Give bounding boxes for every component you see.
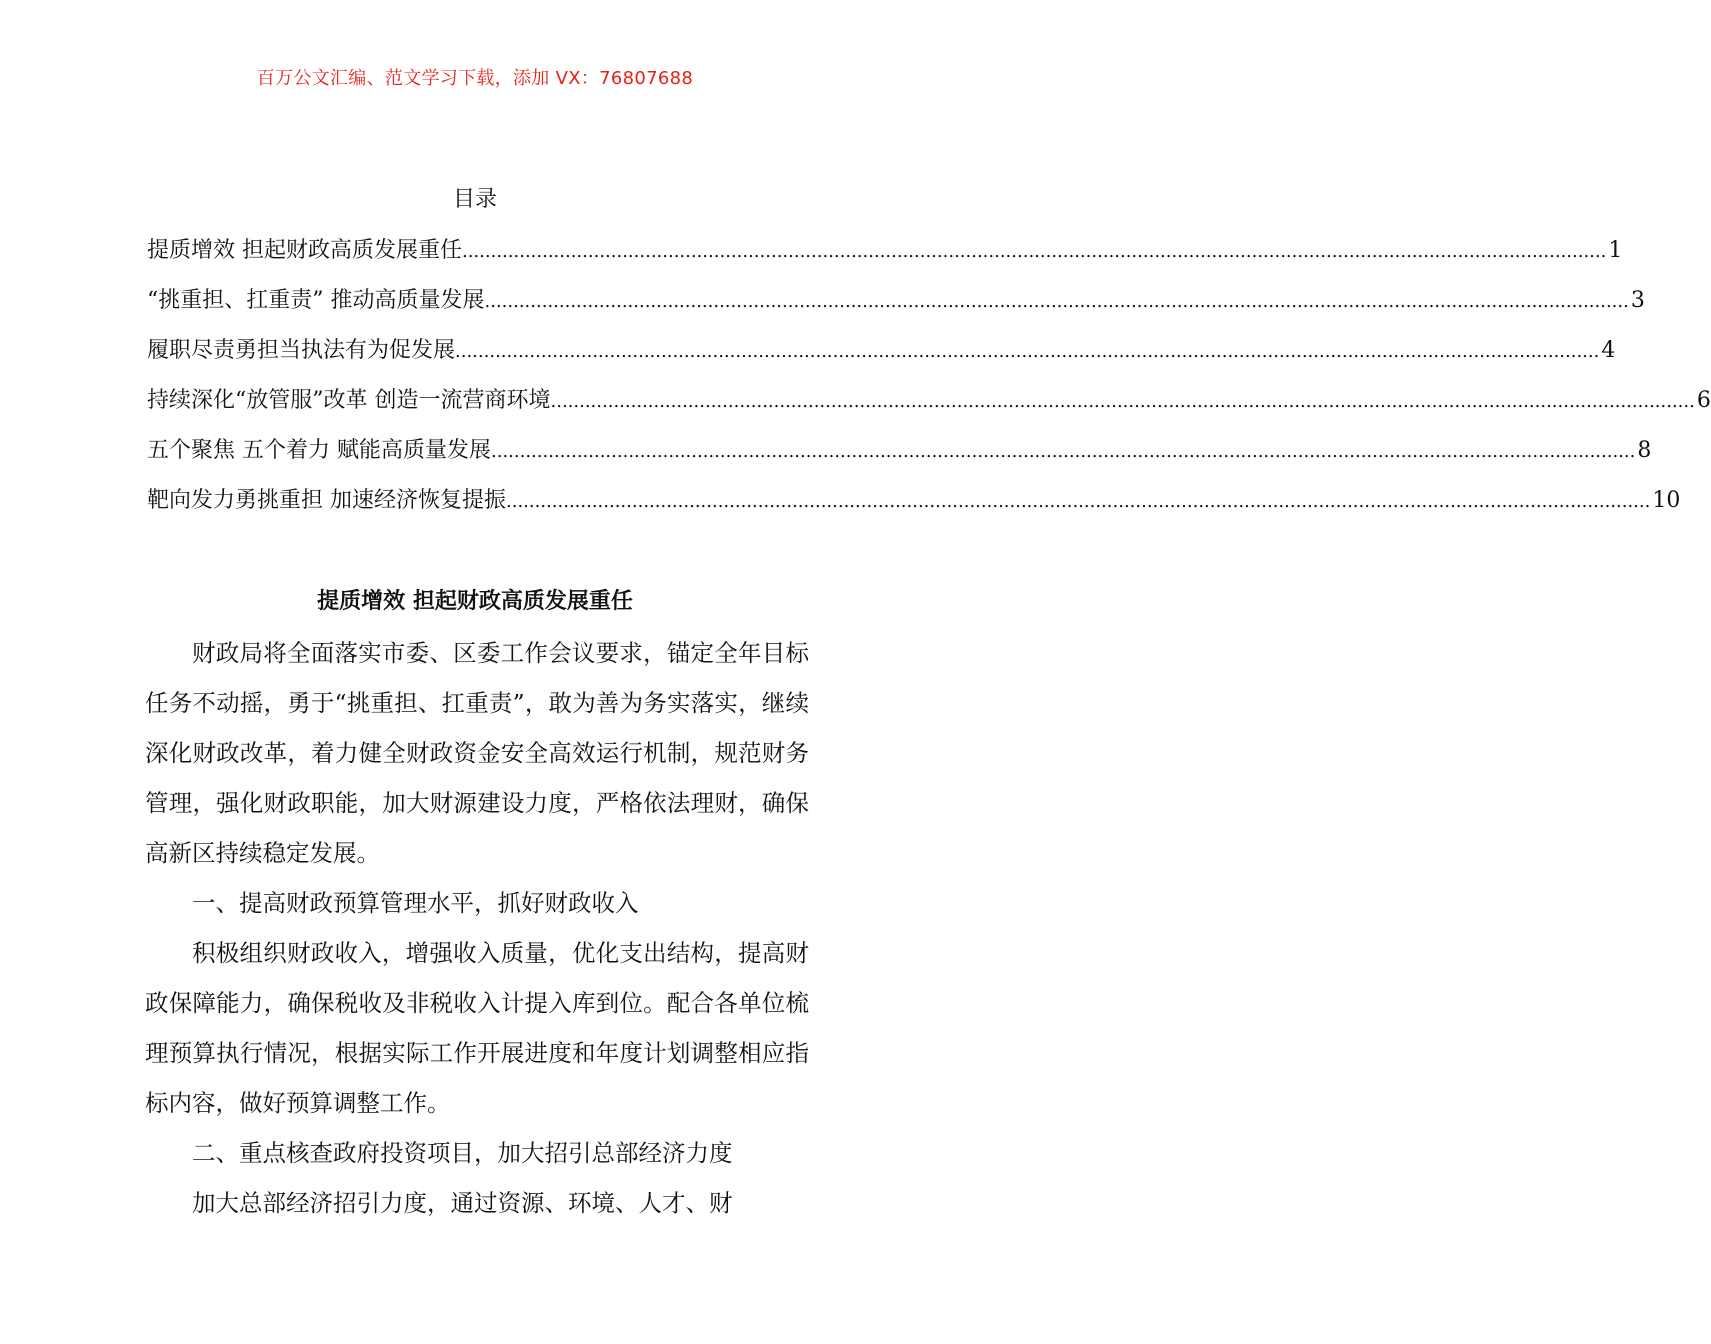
toc-entry[interactable]: [147, 478, 1681, 528]
toc-entry-page: 4: [1601, 338, 1616, 363]
body-paragraph: 积极组织财政收入，增强收入质量，优化支出结构，提高财政保障能力，确保税收及非税收入计提入库到位。配合各单位梳理预算执行情况，根据实际工作开展进度和年度计划调整相应指标内容，做好预算调整工作。: [145, 939, 809, 1117]
toc-leader-dots: ........................................................................................................................................................................................................: [506, 491, 1651, 512]
toc-entry-title: 持续深化“放管服”改革 创造一流营商环境: [147, 388, 551, 413]
toc-leader-dots: ........................................................................................................................................................................................................: [484, 291, 1629, 312]
toc-entry-title: “挑重担、扛重责” 推动高质量发展: [147, 288, 485, 313]
table-of-contents: [147, 228, 1711, 528]
body-paragraph: 加大总部经济招引力度，通过资源、环境、人才、财: [192, 1189, 733, 1217]
toc-entry[interactable]: [147, 378, 1711, 428]
toc-entry-page: 1: [1608, 238, 1623, 263]
toc-entry-page: 6: [1696, 388, 1711, 413]
toc-title: 目录: [452, 187, 497, 212]
toc-entry-title: 履职尽责勇担当执法有为促发展: [147, 338, 456, 363]
article-body: [145, 628, 809, 1228]
toc-entry-page: 3: [1630, 288, 1645, 313]
toc-entry[interactable]: [147, 228, 1623, 278]
toc-leader-dots: ........................................................................................................................................................................................................: [550, 391, 1695, 412]
toc-entry[interactable]: [147, 278, 1645, 328]
toc-entry[interactable]: [147, 428, 1652, 478]
toc-entry-title: 靶向发力勇挑重担 加速经济恢复提振: [147, 488, 506, 513]
toc-leader-dots: ........................................................................................................................................................................................................: [455, 341, 1600, 362]
toc-entry-title: 五个聚焦 五个着力 赋能高质量发展: [147, 438, 491, 463]
watermark-header: 百万公文汇编、范文学习下载，添加 VX：76807688: [256, 68, 694, 89]
toc-leader-dots: ........................................................................................................................................................................................................: [462, 241, 1607, 262]
toc-entry-page: 10: [1652, 488, 1681, 513]
toc-entry-page: 8: [1637, 438, 1652, 463]
article-title: 提质增效 担起财政高质发展重任: [317, 589, 633, 614]
section-heading: 二、重点核查政府投资项目，加大招引总部经济力度: [192, 1139, 733, 1167]
toc-entry[interactable]: [147, 328, 1616, 378]
toc-leader-dots: ........................................................................................................................................................................................................: [491, 441, 1636, 462]
section-heading: 一、提高财政预算管理水平，抓好财政收入: [192, 889, 639, 917]
toc-entry-title: 提质增效 担起财政高质发展重任: [147, 238, 462, 263]
body-paragraph: 财政局将全面落实市委、区委工作会议要求，锚定全年目标任务不动摇，勇于“挑重担、扛重责”，敢为善为务实落实，继续深化财政改革，着力健全财政资金安全高效运行机制，规范财务管理，强化财政职能，加大财源建设力度，严格依法理财，确保高新区持续稳定发展。: [145, 639, 809, 867]
